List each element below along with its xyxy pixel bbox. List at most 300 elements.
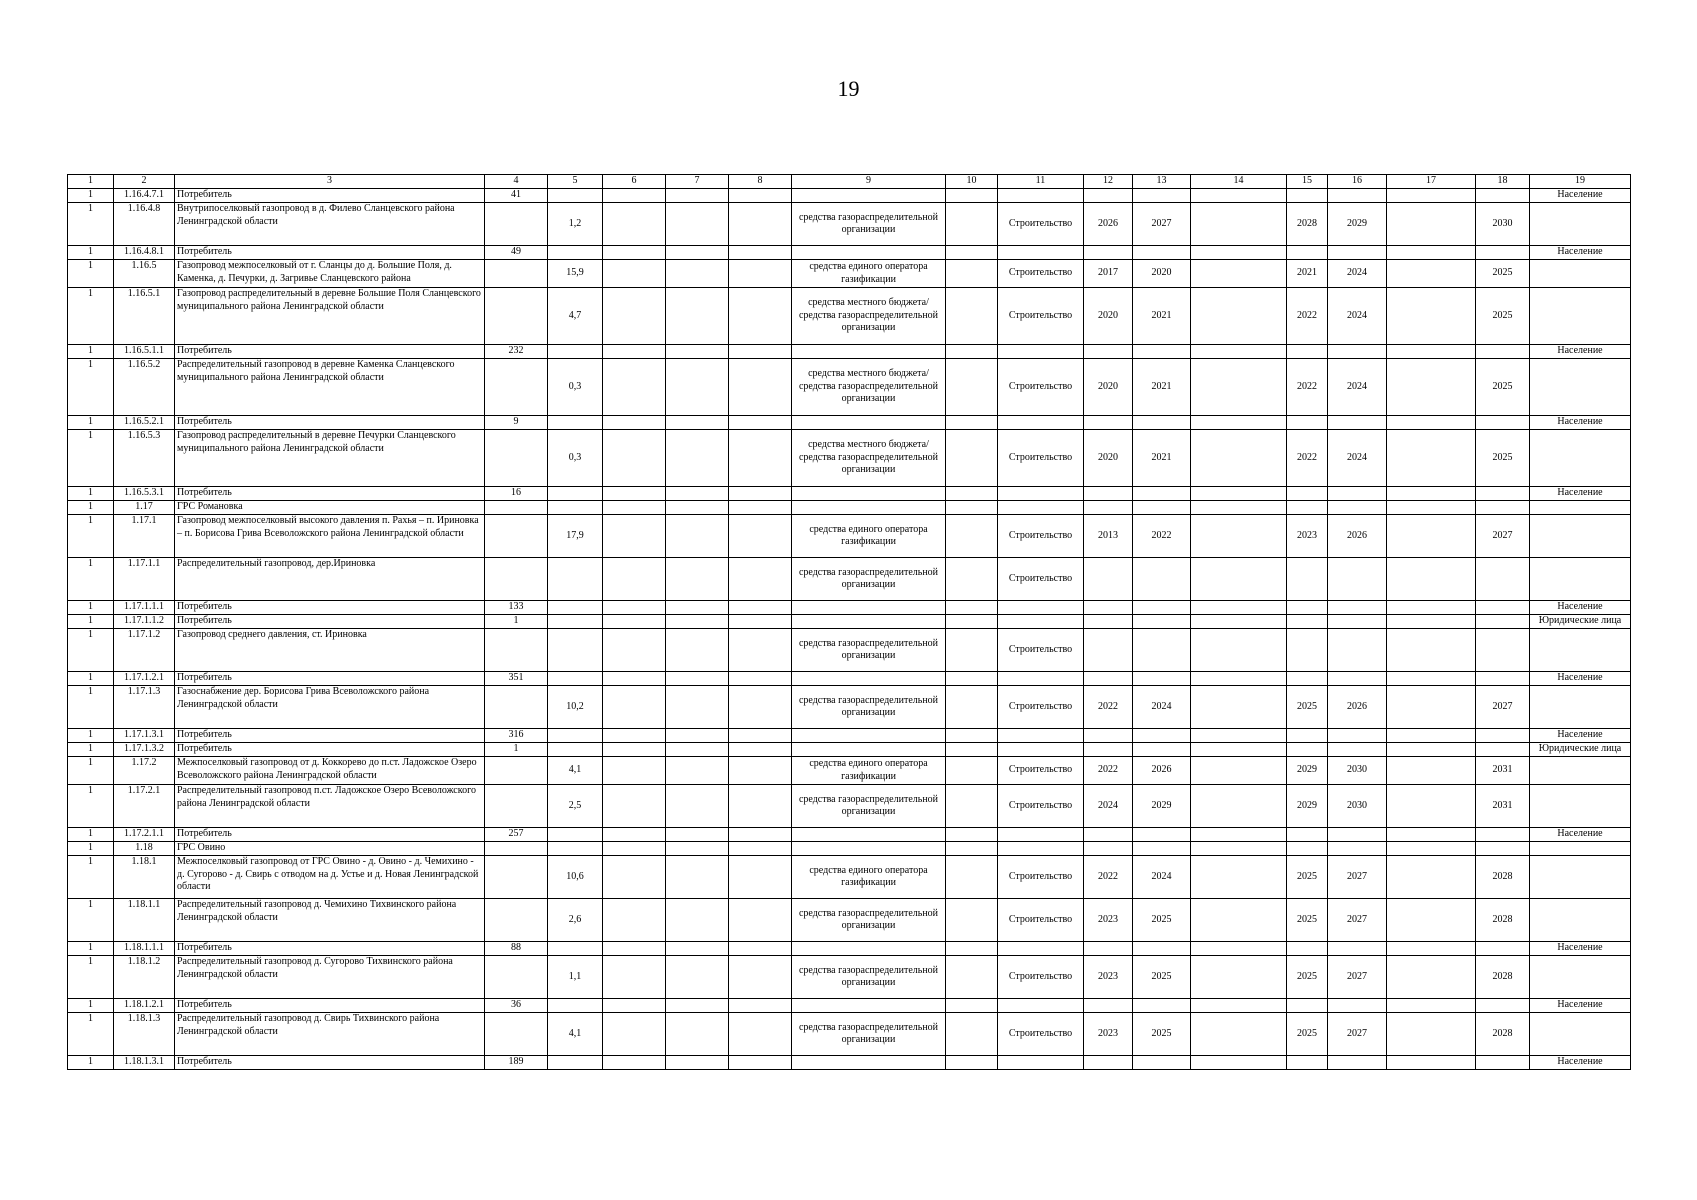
table-cell (1084, 842, 1133, 856)
table-cell (1191, 785, 1287, 828)
column-number-header: 4 (485, 175, 548, 189)
table-cell (603, 246, 666, 260)
table-cell: средства единого оператора газификации (792, 856, 946, 899)
table-cell (1476, 828, 1530, 842)
table-cell: 1 (68, 345, 114, 359)
column-number-header: 9 (792, 175, 946, 189)
table-cell: 2030 (1476, 203, 1530, 246)
table-cell: Строительство (998, 956, 1084, 999)
table-cell: 133 (485, 601, 548, 615)
table-cell (729, 558, 792, 601)
page-number: 19 (837, 76, 860, 101)
table-cell (1133, 487, 1191, 501)
table-cell (1476, 487, 1530, 501)
table-cell (485, 899, 548, 942)
table-cell (548, 189, 603, 203)
table-cell (1287, 1056, 1328, 1070)
table-cell (1476, 246, 1530, 260)
table-cell: 2020 (1133, 260, 1191, 288)
table-cell (946, 672, 998, 686)
table-cell: Распределительный газопровод д. Свирь Тихвинского района Ленинградской области (175, 1013, 485, 1056)
table-cell (1530, 430, 1631, 487)
table-cell (946, 729, 998, 743)
table-cell (666, 956, 729, 999)
table-cell (666, 430, 729, 487)
table-cell (1084, 743, 1133, 757)
table-cell: Межпоселковый газопровод от д. Коккорево до п.ст. Ладожское Озеро Всеволожского района Ленинградской области (175, 757, 485, 785)
table-cell: 2023 (1084, 899, 1133, 942)
table-cell (1476, 672, 1530, 686)
table-cell: Население (1530, 487, 1631, 501)
table-cell (666, 629, 729, 672)
table-cell (1133, 189, 1191, 203)
pipeline-row (68, 515, 1631, 558)
table-cell (946, 942, 998, 956)
table-cell: 1.17.1.2.1 (114, 672, 175, 686)
table-cell (1328, 842, 1387, 856)
table-cell: Население (1530, 828, 1631, 842)
table-cell (1530, 260, 1631, 288)
table-cell: 2025 (1133, 956, 1191, 999)
table-cell (1387, 629, 1476, 672)
table-cell (603, 558, 666, 601)
table-cell (1084, 501, 1133, 515)
table-cell: 2013 (1084, 515, 1133, 558)
table-cell (1387, 359, 1476, 416)
table-cell: 1.16.4.8.1 (114, 246, 175, 260)
table-cell: 2026 (1328, 686, 1387, 729)
table-cell (1133, 1056, 1191, 1070)
table-cell: 2024 (1328, 430, 1387, 487)
table-cell: средства газораспределительной организации (792, 899, 946, 942)
table-cell (603, 487, 666, 501)
table-cell: 9 (485, 416, 548, 430)
table-cell: 1 (68, 757, 114, 785)
table-cell (1328, 487, 1387, 501)
table-cell: 1.16.5.2 (114, 359, 175, 416)
table-cell: 1.16.4.8 (114, 203, 175, 246)
table-cell: 2029 (1287, 757, 1328, 785)
table-cell (666, 487, 729, 501)
table-cell (1191, 615, 1287, 629)
table-cell: 0,3 (548, 430, 603, 487)
table-cell (1328, 501, 1387, 515)
table-cell: 1 (68, 1056, 114, 1070)
table-cell: Строительство (998, 899, 1084, 942)
table-cell: 2027 (1133, 203, 1191, 246)
pipeline-row (68, 260, 1631, 288)
table-cell (603, 757, 666, 785)
table-cell: 1.17.1.2 (114, 629, 175, 672)
table-cell (1328, 828, 1387, 842)
table-cell (1133, 672, 1191, 686)
table-cell (1133, 345, 1191, 359)
column-number-header: 11 (998, 175, 1084, 189)
table-cell (603, 842, 666, 856)
table-cell: 2027 (1328, 956, 1387, 999)
table-cell (792, 601, 946, 615)
table-cell (1387, 260, 1476, 288)
table-cell: 2028 (1287, 203, 1328, 246)
table-cell: Потребитель (175, 828, 485, 842)
table-cell (666, 558, 729, 601)
table-cell (946, 558, 998, 601)
table-cell (1387, 558, 1476, 601)
table-cell: 16 (485, 487, 548, 501)
table-cell (485, 629, 548, 672)
table-cell: 2025 (1476, 430, 1530, 487)
table-cell (1328, 999, 1387, 1013)
table-cell: 2023 (1287, 515, 1328, 558)
table-cell (1287, 246, 1328, 260)
table-cell: 1.17.2 (114, 757, 175, 785)
pipeline-row (68, 785, 1631, 828)
consumer-row (68, 999, 1631, 1013)
table-cell (603, 686, 666, 729)
table-cell (603, 288, 666, 345)
table-cell: 2031 (1476, 785, 1530, 828)
table-cell (1387, 189, 1476, 203)
consumer-row (68, 729, 1631, 743)
table-cell (729, 942, 792, 956)
table-cell (1133, 743, 1191, 757)
table-cell (998, 672, 1084, 686)
consumer-row (68, 189, 1631, 203)
table-cell (1328, 558, 1387, 601)
table-cell (1476, 558, 1530, 601)
table-cell: Потребитель (175, 942, 485, 956)
table-cell: 1 (68, 260, 114, 288)
table-cell (946, 1013, 998, 1056)
table-cell (729, 999, 792, 1013)
table-cell: 2023 (1084, 956, 1133, 999)
table-cell: Население (1530, 189, 1631, 203)
table-cell (946, 629, 998, 672)
table-cell (1191, 359, 1287, 416)
table-cell (729, 672, 792, 686)
table-cell (666, 686, 729, 729)
table-cell (1476, 345, 1530, 359)
gas-pipeline-table (67, 174, 1631, 1070)
table-cell: Потребитель (175, 345, 485, 359)
table-cell (1476, 999, 1530, 1013)
table-cell: 2021 (1133, 359, 1191, 416)
table-cell: 2021 (1287, 260, 1328, 288)
table-cell: 1.18.1.3 (114, 1013, 175, 1056)
table-cell: Население (1530, 416, 1631, 430)
table-cell (1387, 856, 1476, 899)
table-cell (1387, 203, 1476, 246)
table-cell (729, 729, 792, 743)
table-cell (1191, 672, 1287, 686)
table-cell: 1 (68, 246, 114, 260)
table-cell (1133, 601, 1191, 615)
table-cell: Строительство (998, 629, 1084, 672)
table-cell (1287, 828, 1328, 842)
table-cell (792, 501, 946, 515)
table-cell (1328, 615, 1387, 629)
table-cell (1328, 672, 1387, 686)
pipeline-row (68, 856, 1631, 899)
table-cell (603, 260, 666, 288)
pipeline-row (68, 686, 1631, 729)
table-cell (1328, 629, 1387, 672)
table-cell: Строительство (998, 260, 1084, 288)
table-cell (729, 785, 792, 828)
table-cell (1084, 999, 1133, 1013)
table-cell: средства газораспределительной организации (792, 956, 946, 999)
table-cell (792, 1056, 946, 1070)
table-cell (1476, 743, 1530, 757)
table-cell (666, 842, 729, 856)
table-cell: средства единого оператора газификации (792, 757, 946, 785)
table-cell: Потребитель (175, 189, 485, 203)
table-cell (792, 828, 946, 842)
table-cell: 49 (485, 246, 548, 260)
table-cell (485, 501, 548, 515)
table-cell (1084, 558, 1133, 601)
table-cell (729, 686, 792, 729)
table-cell (1191, 487, 1287, 501)
table-cell: 1 (68, 416, 114, 430)
table-cell (946, 487, 998, 501)
table-cell: 1.17.1.1.2 (114, 615, 175, 629)
table-cell: 2022 (1287, 288, 1328, 345)
table-cell (603, 956, 666, 999)
table-cell: 0,3 (548, 359, 603, 416)
table-cell (603, 856, 666, 899)
table-cell (666, 785, 729, 828)
table-cell: 1.18.1.1 (114, 899, 175, 942)
table-cell (1328, 729, 1387, 743)
table-cell (1191, 345, 1287, 359)
table-cell: 1.17.1.1.1 (114, 601, 175, 615)
table-cell (1191, 842, 1287, 856)
table-cell (666, 856, 729, 899)
table-cell (1476, 416, 1530, 430)
table-cell (1387, 828, 1476, 842)
column-number-header: 16 (1328, 175, 1387, 189)
table-cell: 1 (68, 601, 114, 615)
table-cell (485, 856, 548, 899)
table-cell (603, 672, 666, 686)
table-cell (1530, 757, 1631, 785)
table-cell (946, 842, 998, 856)
table-cell: Население (1530, 999, 1631, 1013)
table-cell (998, 729, 1084, 743)
pipeline-row (68, 203, 1631, 246)
table-cell (946, 246, 998, 260)
table-cell: Внутрипоселковый газопровод в д. Филево Сланцевского района Ленинградской области (175, 203, 485, 246)
table-cell: 1.18.1.3.1 (114, 1056, 175, 1070)
table-cell (946, 785, 998, 828)
table-cell (1191, 856, 1287, 899)
table-cell (1191, 743, 1287, 757)
table-cell (1191, 203, 1287, 246)
consumer-row (68, 615, 1631, 629)
table-cell: Население (1530, 601, 1631, 615)
table-cell: Строительство (998, 288, 1084, 345)
table-cell: 2025 (1133, 1013, 1191, 1056)
table-cell: 2027 (1328, 899, 1387, 942)
table-cell (603, 203, 666, 246)
table-cell (1084, 828, 1133, 842)
table-cell (548, 999, 603, 1013)
table-cell: 257 (485, 828, 548, 842)
table-header-row (68, 175, 1631, 189)
table-cell: 1 (68, 842, 114, 856)
table-cell: Потребитель (175, 615, 485, 629)
table-cell: 4,1 (548, 757, 603, 785)
table-cell: 2020 (1084, 430, 1133, 487)
table-cell (1191, 629, 1287, 672)
table-cell (729, 359, 792, 416)
table-cell (1476, 601, 1530, 615)
table-cell (485, 1013, 548, 1056)
table-cell: Строительство (998, 856, 1084, 899)
table-cell (998, 828, 1084, 842)
table-cell (729, 487, 792, 501)
table-cell (485, 288, 548, 345)
table-cell: 189 (485, 1056, 548, 1070)
table-cell: Газопровод среднего давления, ст. Ириновка (175, 629, 485, 672)
table-cell (1191, 686, 1287, 729)
table-cell: Строительство (998, 515, 1084, 558)
table-cell (946, 615, 998, 629)
table-cell (1387, 430, 1476, 487)
table-cell (729, 288, 792, 345)
table-cell (1387, 1056, 1476, 1070)
table-cell: 1,1 (548, 956, 603, 999)
table-cell (792, 743, 946, 757)
table-cell: 1.17.2.1 (114, 785, 175, 828)
table-cell: Газопровод распределительный в деревне Печурки Сланцевского муниципального района Ленинградской области (175, 430, 485, 487)
column-number-header: 1 (68, 175, 114, 189)
table-cell (666, 942, 729, 956)
table-cell: 1 (68, 430, 114, 487)
table-cell: Юридические лица (1530, 743, 1631, 757)
column-number-header: 10 (946, 175, 998, 189)
table-cell: 2026 (1084, 203, 1133, 246)
table-cell: 2023 (1084, 1013, 1133, 1056)
table-cell (1084, 615, 1133, 629)
column-number-header: 17 (1387, 175, 1476, 189)
table-cell: 1 (68, 899, 114, 942)
table-cell: средства местного бюджета/средства газораспределительной организации (792, 288, 946, 345)
table-cell: Строительство (998, 558, 1084, 601)
table-cell: 2024 (1133, 686, 1191, 729)
table-cell: 1.18 (114, 842, 175, 856)
table-cell (1084, 487, 1133, 501)
table-cell (548, 558, 603, 601)
column-number-header: 13 (1133, 175, 1191, 189)
table-cell: 2025 (1287, 899, 1328, 942)
table-cell (1191, 558, 1287, 601)
table-cell (1387, 1013, 1476, 1056)
table-cell (1328, 345, 1387, 359)
table-cell: ГРС Овино (175, 842, 485, 856)
table-cell (548, 615, 603, 629)
table-cell: 1 (68, 1013, 114, 1056)
table-cell (1476, 1056, 1530, 1070)
table-cell (548, 246, 603, 260)
table-cell: 2025 (1287, 686, 1328, 729)
table-cell (1476, 942, 1530, 956)
table-cell: Газопровод межпоселковый от г. Сланцы до д. Большие Поля, д. Каменка, д. Печурки, д. Загривье Сланцевского района (175, 260, 485, 288)
table-cell: Газопровод межпоселковый высокого давления п. Рахья – п. Ириновка – п. Борисова Грива Всеволожского района Ленинградской области (175, 515, 485, 558)
table-cell (946, 856, 998, 899)
table-cell (1387, 942, 1476, 956)
table-cell (729, 430, 792, 487)
table-cell: 2022 (1084, 757, 1133, 785)
table-cell (485, 956, 548, 999)
table-cell: 2022 (1287, 430, 1328, 487)
table-cell (1287, 729, 1328, 743)
table-cell: 1 (68, 956, 114, 999)
column-number-header: 2 (114, 175, 175, 189)
table-cell (1191, 601, 1287, 615)
table-cell: 2029 (1287, 785, 1328, 828)
table-cell (1191, 1056, 1287, 1070)
table-cell (946, 359, 998, 416)
table-cell (666, 601, 729, 615)
table-cell: 2026 (1328, 515, 1387, 558)
table-cell (1387, 601, 1476, 615)
table-cell (1328, 1056, 1387, 1070)
table-cell (1328, 942, 1387, 956)
table-cell (946, 601, 998, 615)
table-cell (729, 629, 792, 672)
table-cell (1530, 359, 1631, 416)
table-cell (1287, 842, 1328, 856)
table-cell: 1 (68, 359, 114, 416)
table-cell: 2025 (1287, 956, 1328, 999)
table-cell (603, 1056, 666, 1070)
table-cell (1084, 416, 1133, 430)
table-cell: Потребитель (175, 672, 485, 686)
table-cell (1387, 672, 1476, 686)
table-cell (666, 203, 729, 246)
table-cell (1191, 1013, 1287, 1056)
table-cell (1530, 629, 1631, 672)
table-cell (729, 842, 792, 856)
table-cell: средства единого оператора газификации (792, 515, 946, 558)
table-cell: 1.17.1.3.1 (114, 729, 175, 743)
table-cell: 17,9 (548, 515, 603, 558)
table-cell (666, 501, 729, 515)
table-cell (1133, 629, 1191, 672)
table-cell (1133, 416, 1191, 430)
table-cell (729, 899, 792, 942)
table-cell: 1 (68, 558, 114, 601)
table-cell (792, 729, 946, 743)
table-cell (548, 842, 603, 856)
table-cell: Население (1530, 1056, 1631, 1070)
table-cell: 1 (485, 615, 548, 629)
table-cell (1328, 743, 1387, 757)
table-cell (946, 999, 998, 1013)
table-cell (603, 629, 666, 672)
table-cell (603, 942, 666, 956)
table-cell: 2025 (1287, 856, 1328, 899)
table-cell (1084, 942, 1133, 956)
table-cell (998, 999, 1084, 1013)
table-cell (666, 1013, 729, 1056)
consumer-row (68, 1056, 1631, 1070)
pipeline-row (68, 1013, 1631, 1056)
table-cell: 1,2 (548, 203, 603, 246)
column-number-header: 6 (603, 175, 666, 189)
